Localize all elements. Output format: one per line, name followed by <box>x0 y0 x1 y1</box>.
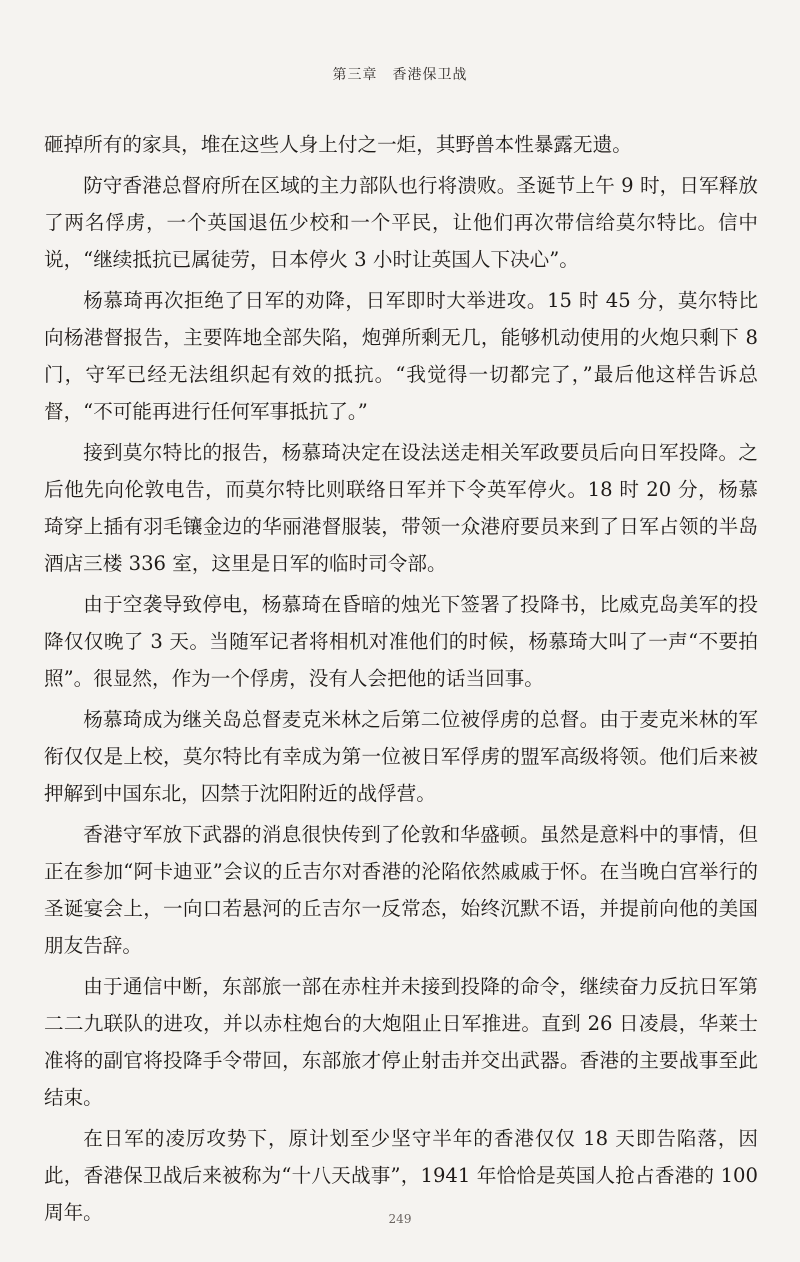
paragraph: 在日军的凌厉攻势下，原计划至少坚守半年的香港仅仅 18 天即告陷落，因此，香港保卫战后来被称为“十八天战事”，1941 年恰恰是英国人抢占香港的 100 周年。 <box>44 1127 758 1224</box>
paragraph: 香港守军放下武器的消息很快传到了伦敦和华盛顿。虽然是意料中的事情，但正在参加“阿卡迪亚”会议的丘吉尔对香港的沦陷依然戚戚于怀。在当晚白宫举行的圣诞宴会上，一向口若悬河的丘吉尔一反常态，始终沉默不语，并提前向他的美国朋友告辞。 <box>44 823 758 957</box>
paragraph: 接到莫尔特比的报告，杨慕琦决定在设法送走相关军政要员后向日军投降。之后他先向伦敦电告，而莫尔特比则联络日军并下令英军停火。18 时 20 分，杨慕琦穿上插有羽毛镶金边的华丽港督服装，带领一众港府要员来到了日军占领的半岛酒店三楼 336 室，这里是日军的临时司令部。 <box>44 441 758 575</box>
paragraph: 由于空袭导致停电，杨慕琦在昏暗的烛光下签署了投降书，比威克岛美军的投降仅仅晚了 3 天。当随军记者将相机对准他们的时候，杨慕琦大叫了一声“不要拍照”。很显然，作为一个俘虏，没有人会把他的话当回事。 <box>44 593 758 690</box>
page-number: 249 <box>388 1212 412 1226</box>
running-header: 第三章 香港保卫战 <box>332 67 468 83</box>
paragraph: 砸掉所有的家具，堆在这些人身上付之一炬，其野兽本性暴露无遗。 <box>44 133 632 156</box>
paragraph: 杨慕琦再次拒绝了日军的劝降，日军即时大举进攻。15 时 45 分，莫尔特比向杨港督报告，主要阵地全部失陷，炮弹所剩无几，能够机动使用的火炮只剩下 8 门，守军已经无法组织起有效的抵抗。“我觉得一切都完了，”最后他这样告诉总督，“不可能再进行任何军事抵抗了。” <box>44 289 758 423</box>
paragraph: 杨慕琦成为继关岛总督麦克米林之后第二位被俘虏的总督。由于麦克米林的军衔仅仅是上校，莫尔特比有幸成为第一位被日军俘虏的盟军高级将领。他们后来被押解到中国东北，囚禁于沈阳附近的战俘营。 <box>44 708 758 805</box>
paragraph: 防守香港总督府所在区域的主力部队也行将溃败。圣诞节上午 9 时，日军释放了两名俘虏，一个英国退伍少校和一个平民，让他们再次带信给莫尔特比。信中说，“继续抵抗已属徒劳，日本停火 3 小时让英国人下决心”。 <box>44 174 758 271</box>
paragraph: 由于通信中断，东部旅一部在赤柱并未接到投降的命令，继续奋力反抗日军第二二九联队的进攻，并以赤柱炮台的大炮阻止日军推进。直到 26 日凌晨，华莱士准将的副官将投降手令带回，东部旅才停止射击并交出武器。香港的主要战事至此结束。 <box>44 975 758 1109</box>
body-text <box>44 126 758 1235</box>
